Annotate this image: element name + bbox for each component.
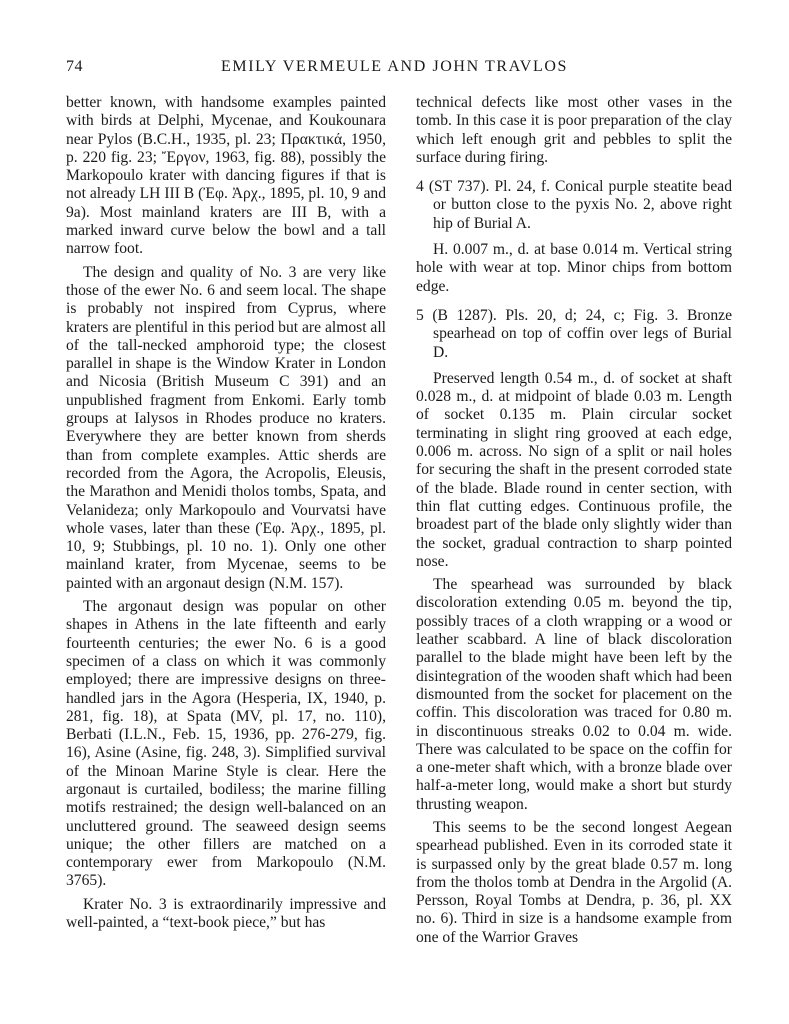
right-column: [416, 94, 732, 947]
catalogue-entry-4-heading: 4 (ST 737). Pl. 24, f. Conical purple steatite bead or button close to the pyxis No. 2, above right hip of Burial A.: [416, 178, 732, 232]
paragraph-argonaut-design: The argonaut design was popular on other shapes in Athens in the late fifteenth and early fourteenth centuries; the ewer No. 6 is a good specimen of a class on which it was commonly employed; there are impressive designs on three-handled jars in the Agora (Hesperia, IX, 1940, p. 281, fig. 18), at Spata (MV, pl. 17, no. 110), Berbati (I.L.N., Feb. 15, 1936, pp. 276-279, fig. 16), Asine (Asine, fig. 248, 3). Simplified survival of the Minoan Marine Style is clear. Here the argonaut is curtailed, bodiless; the marine filling motifs restrained; the design well-balanced on an uncluttered ground. The seaweed design seems unique; the other fillers are matched on a contemporary ewer from Markopoulo (N.M. 3765).: [66, 598, 386, 890]
running-head: EMILY VERMEULE AND JOHN TRAVLOS: [221, 58, 568, 75]
left-column: [66, 94, 386, 932]
paragraph-design-quality: The design and quality of No. 3 are very like those of the ewer No. 6 and seem local. The shape is probably not inspired from Cyprus, where kraters are plentiful in this period but are almost all of the tall-necked amphoroid type; the closest parallel in shape is the Window Krater in London and Nicosia (British Museum C 391) and an unpublished fragment from Enkomi. Early tomb groups at Ialysos in Rhodes produce no kraters. Everywhere they are better known from sherds than from complete examples. Attic sherds are recorded from the Agora, the Acropolis, Eleusis, the Marathon and Menidi tholos tombs, Spata, and Velanideza; only Markopoulo and Vourvatsi have whole vases, later than these (Ἐφ. Ἀρχ., 1895, pl. 10, 9; Stubbings, pl. 10 no. 1). Only one other mainland krater, from Mycenae, seems to be painted with an argonaut design (N.M. 157).: [66, 263, 387, 592]
paragraph-spearhead-discoloration: The spearhead was surrounded by black discoloration extending 0.05 m. beyond the tip, possibly traces of a cloth wrapping or a wood or leather scabbard. A line of black discoloration parallel to the blade might have been left by the disintegration of the wooden shaft which had been dismounted from the socket for placement on the coffin. This discoloration was traced for 0.80 m. in discontinuous streaks 0.02 to 0.04 m. wide. There was calculated to be space on the coffin for a one-meter shaft which, with a bronze blade over half-a-meter long, would make a short but sturdy thrusting weapon.: [416, 576, 732, 813]
catalogue-entry-5-description: Preserved length 0.54 m., d. of socket at shaft 0.028 m., d. at midpoint of blade 0.03 m. Length of socket 0.135 m. Plain circular socket terminating in slight ring grooved at each edge, 0.006 m. across. No sign of a split or nail holes for securing the shaft in the present corroded state of the blade. Blade round in center section, with thin flat cutting edges. Continuous profile, the broadest part of the blade only slightly wider than the socket, gradual contraction to sharp pointed nose.: [416, 369, 732, 570]
page-header: [66, 58, 746, 84]
paragraph-krater-impressive: Krater No. 3 is extraordinarily impressive and well-painted, a “text-book piece,” but has: [66, 895, 386, 932]
paragraph-longest-spearhead: This seems to be the second longest Aegean spearhead published. Even in its corroded state it is surpassed only by the great blade 0.57 m. long from the tholos tomb at Dendra in the Argolid (A. Persson, Royal Tombs at Dendra, p. 36, pl. XX no. 6). Third in size is a handsome example from one of the Warrior Graves: [416, 818, 732, 946]
catalogue-entry-5-heading: 5 (B 1287). Pls. 20, d; 24, c; Fig. 3. Bronze spearhead on top of coffin over legs of Burial D.: [416, 306, 732, 361]
catalogue-entry-4-description: H. 0.007 m., d. at base 0.014 m. Vertical string hole with wear at top. Minor chips from bottom edge.: [416, 241, 732, 295]
page-number: 74: [66, 58, 83, 75]
paragraph-kraters-continued: better known, with handsome examples painted with birds at Delphi, Mycenae, and Koukounara near Pylos (B.C.H., 1935, pl. 23; Πρακτικά, 1950, p. 220 fig. 23; Ἔργον, 1963, fig. 88), possibly the Markopoulo krater with dancing figures if that is not already LH III B (Ἐφ. Ἀρχ., 1895, pl. 10, 9 and 9a). Most mainland kraters are III B, with a marked inward curve below the bowl and a tall narrow foot.: [66, 94, 386, 258]
paragraph-technical-defects: technical defects like most other vases in the tomb. In this case it is poor preparation of the clay which left enough grit and pebbles to split the surface during firing.: [416, 94, 732, 166]
